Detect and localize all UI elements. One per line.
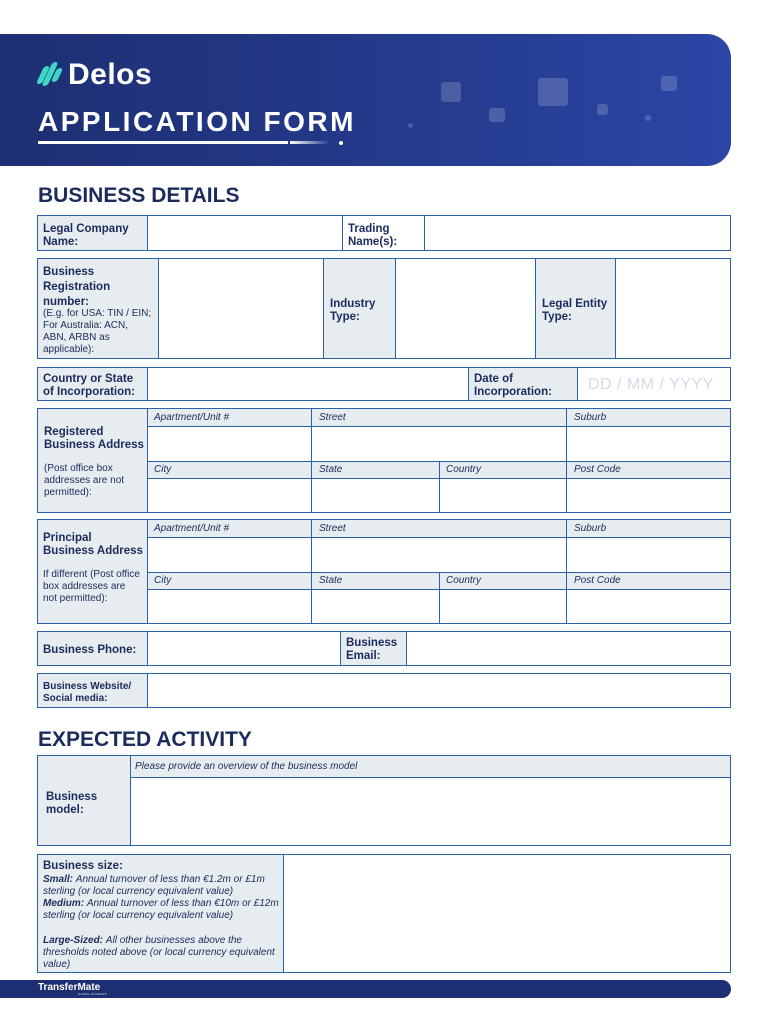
legal-entity-type-field[interactable] — [616, 259, 730, 358]
registered-postcode-field[interactable] — [567, 479, 730, 512]
principal-apartment-label: Apartment/Unit # — [154, 523, 230, 534]
decor-square — [661, 76, 677, 91]
business-email-label: Business Email: — [346, 637, 398, 662]
brand-name: Delos — [68, 58, 153, 91]
business-size-small-label: Small: — [43, 874, 74, 885]
industry-type-label: Industry Type: — [330, 298, 376, 323]
business-model-hint: Please provide an overview of the business model — [135, 761, 358, 772]
decor-square — [441, 82, 461, 102]
registered-state-label: State — [319, 464, 343, 475]
business-model-hint-bar — [131, 756, 730, 777]
business-size-small — [43, 874, 279, 898]
registered-city-label: City — [154, 464, 172, 475]
business-size-block — [37, 854, 731, 973]
principal-city-field[interactable] — [149, 590, 311, 623]
business-model-field[interactable] — [131, 778, 730, 845]
footer-bar — [0, 980, 731, 998]
business-size-large — [43, 935, 279, 971]
registered-address-label: Registered Business Address — [44, 426, 144, 451]
page-title: APPLICATION FORM — [38, 106, 356, 137]
registered-postcode-label: Post Code — [574, 464, 621, 475]
date-incorporation-field[interactable] — [578, 368, 730, 400]
delos-logo — [38, 58, 152, 92]
registration-note: (E.g. for USA: TIN / EIN; For Australia: ACN, ABN, ARBN as applicable): — [43, 308, 152, 355]
trading-names-label: Trading Name(s): — [348, 223, 398, 248]
registered-apartment-field[interactable] — [149, 427, 311, 461]
registered-street-field[interactable] — [312, 427, 566, 461]
decor-square — [538, 78, 568, 106]
business-size-heading: Business size: — [43, 860, 123, 872]
registered-country-field[interactable] — [440, 479, 566, 512]
industry-type-label-cell — [324, 259, 396, 358]
header-banner — [0, 34, 731, 166]
principal-address-label: Principal Business Address — [43, 532, 143, 557]
registered-country-label: Country — [446, 464, 482, 475]
row-website — [37, 673, 731, 708]
business-size-label-cell — [38, 855, 284, 972]
country-incorporation-label: Country or State of Incorporation: — [43, 373, 135, 398]
principal-address-note: If different (Post office box addresses are not permitted): — [43, 569, 140, 604]
principal-address-header-1 — [148, 520, 730, 537]
title-underline-fade — [290, 141, 330, 144]
registered-address-label-cell — [38, 409, 148, 512]
principal-address-block — [37, 519, 731, 624]
row-company-name — [37, 215, 731, 251]
principal-address-label-cell — [38, 520, 148, 623]
registration-label: Business Registration number: — [43, 266, 111, 308]
registered-state-field[interactable] — [312, 479, 439, 512]
country-incorporation-field[interactable] — [148, 368, 469, 400]
business-website-label-cell — [38, 674, 148, 707]
registered-city-field[interactable] — [149, 479, 311, 512]
footer-brand: TransferMate — [38, 982, 101, 993]
title-underline — [38, 141, 288, 144]
business-size-field[interactable] — [284, 855, 730, 972]
row-incorporation — [37, 367, 731, 401]
business-size-large-label: Large-Sized: — [43, 935, 104, 946]
legal-company-name-label-cell — [38, 216, 148, 250]
date-incorporation-label: Date of Incorporation: — [474, 373, 552, 398]
decor-square — [597, 104, 608, 115]
industry-type-field[interactable] — [396, 259, 536, 358]
footer-subbrand: GLOBAL PAYMENTS — [78, 992, 107, 996]
legal-company-name-field[interactable] — [148, 216, 343, 250]
section-title-expected-activity: EXPECTED ACTIVITY — [38, 728, 252, 751]
delos-logo-icon — [38, 60, 62, 90]
registered-address-note: (Post office box addresses are not permitted): — [44, 463, 125, 498]
principal-street-field[interactable] — [312, 538, 566, 572]
business-email-label-cell — [341, 632, 407, 665]
title-underline-dot — [339, 141, 343, 145]
business-model-label: Business model: — [46, 791, 98, 816]
business-size-medium — [43, 898, 279, 922]
date-placeholder: DD / MM / YYYY — [588, 376, 714, 393]
principal-postcode-field[interactable] — [567, 590, 730, 623]
business-model-label-cell — [38, 756, 131, 845]
registered-suburb-field[interactable] — [567, 427, 730, 461]
registration-number-field[interactable] — [159, 259, 324, 358]
business-email-field[interactable] — [407, 632, 730, 665]
principal-suburb-field[interactable] — [567, 538, 730, 572]
business-phone-label-cell — [38, 632, 148, 665]
registration-label-cell — [38, 259, 159, 358]
business-model-block — [37, 755, 731, 846]
trading-names-label-cell — [343, 216, 425, 250]
registered-address-block — [37, 408, 731, 513]
decor-square — [489, 108, 505, 122]
principal-city-label: City — [154, 575, 172, 586]
principal-suburb-label: Suburb — [574, 523, 607, 534]
legal-entity-label-cell — [536, 259, 616, 358]
business-phone-field[interactable] — [148, 632, 341, 665]
registered-address-header-1 — [148, 409, 730, 426]
row-contact — [37, 631, 731, 666]
business-size-medium-label: Medium: — [43, 898, 85, 909]
principal-street-label: Street — [319, 523, 346, 534]
date-incorporation-label-cell — [469, 368, 578, 400]
trading-names-field[interactable] — [425, 216, 730, 250]
principal-apartment-field[interactable] — [149, 538, 311, 572]
country-incorporation-label-cell — [38, 368, 148, 400]
principal-country-field[interactable] — [440, 590, 566, 623]
principal-postcode-label: Post Code — [574, 575, 621, 586]
section-title-business-details: BUSINESS DETAILS — [38, 184, 240, 207]
principal-state-label: State — [319, 575, 343, 586]
business-size-small-text: Annual turnover of less than €1.2m or £1m sterling (or local currency equivalent value) — [43, 874, 265, 897]
decor-square — [645, 115, 651, 121]
row-registration — [37, 258, 731, 359]
business-phone-label: Business Phone: — [43, 644, 137, 656]
principal-state-field[interactable] — [312, 590, 439, 623]
decor-square — [408, 123, 413, 128]
registered-suburb-label: Suburb — [574, 412, 607, 423]
principal-country-label: Country — [446, 575, 482, 586]
business-website-field[interactable] — [148, 674, 730, 707]
registered-apartment-label: Apartment/Unit # — [154, 412, 230, 423]
business-size-medium-text: Annual turnover of less than €10m or £12m sterling (or local currency equivalent value) — [43, 898, 279, 921]
legal-company-name-label: Legal Company Name: — [43, 223, 129, 248]
business-size-large-text: All other businesses above the thresholds noted above (or local currency equivalent value) — [43, 935, 275, 970]
business-website-label: Business Website/ Social media: — [43, 681, 132, 704]
registered-street-label: Street — [319, 412, 346, 423]
legal-entity-type-label: Legal Entity Type: — [542, 298, 608, 323]
